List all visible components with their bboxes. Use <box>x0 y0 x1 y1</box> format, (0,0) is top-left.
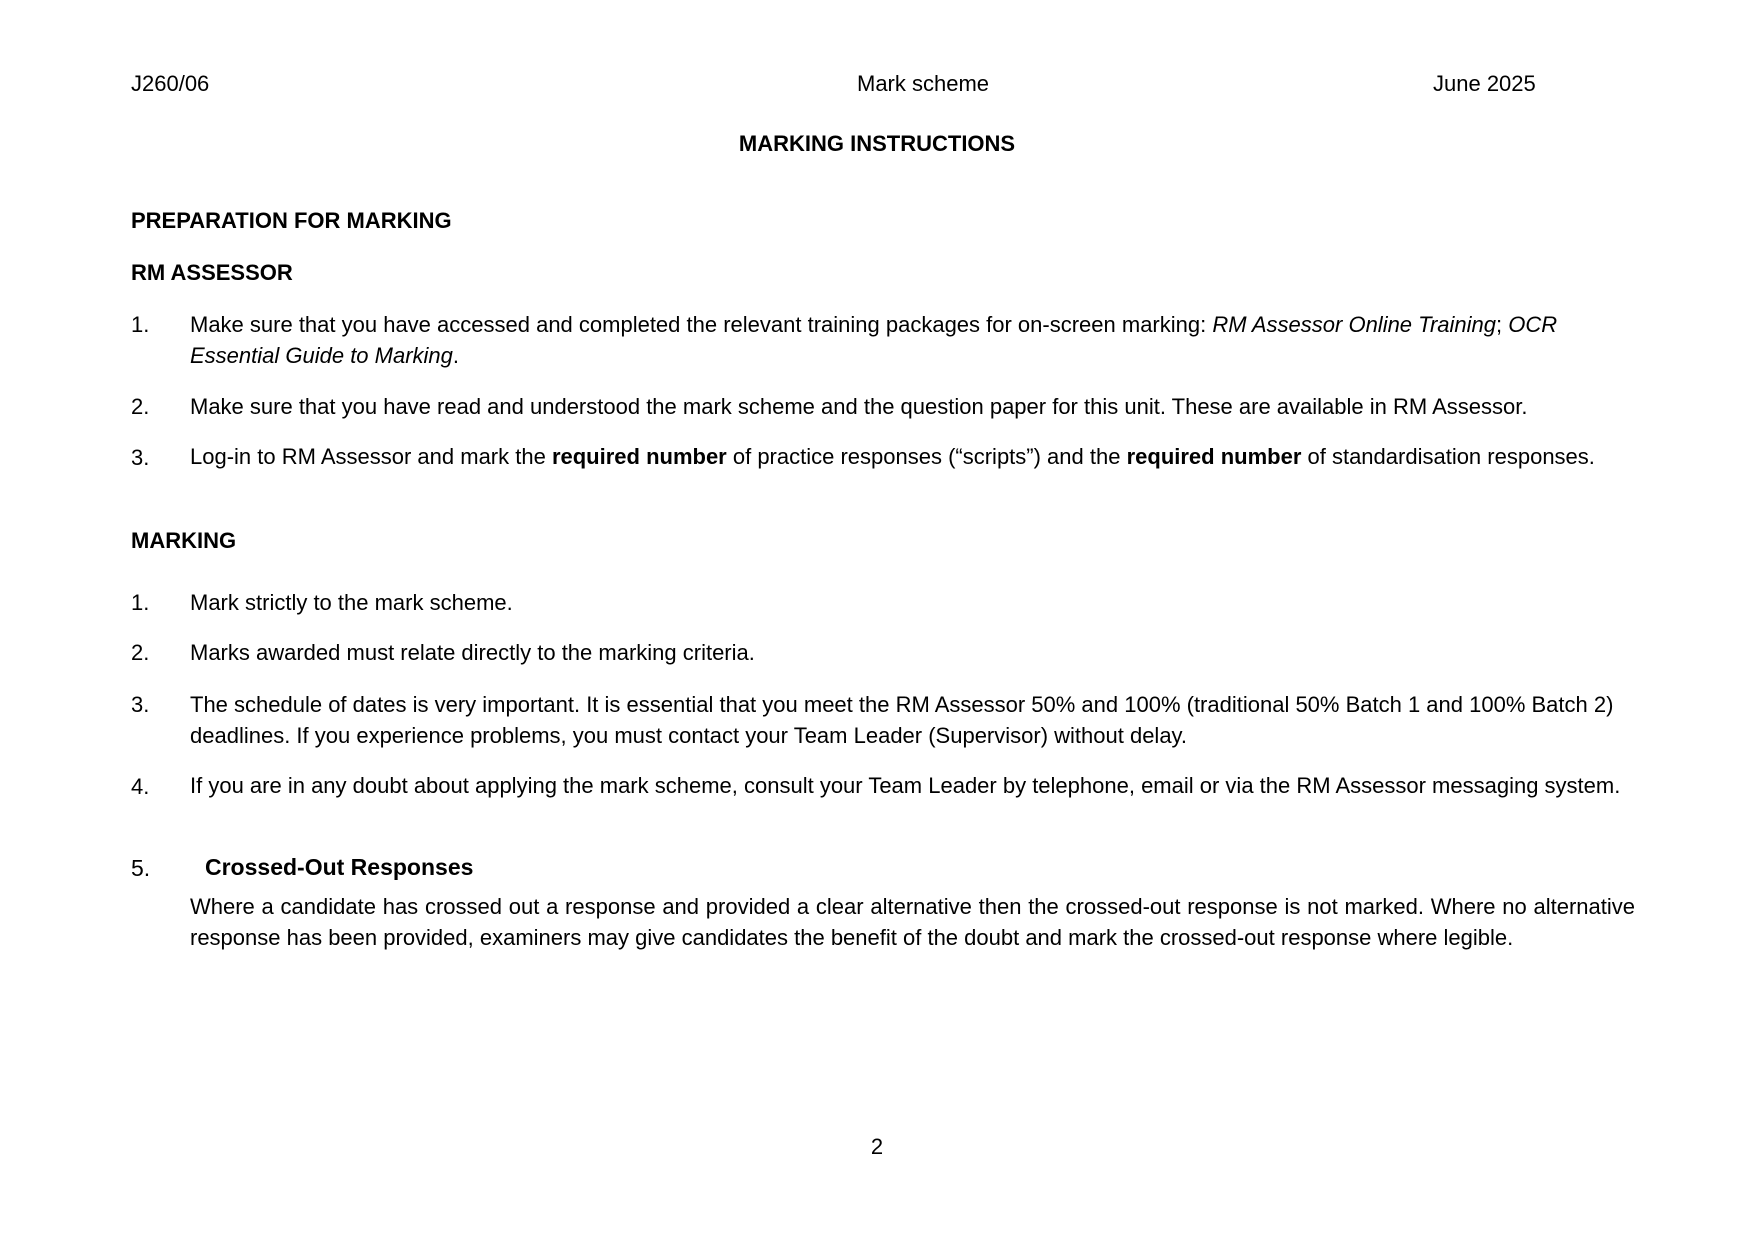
preparation-item-1-number: 1. <box>131 312 150 337</box>
marking-item-2-number: 2. <box>131 640 150 665</box>
preparation-item-1-text-b: ; <box>1496 312 1509 337</box>
required-number-emphasis-2: required number <box>1126 444 1302 469</box>
marking-item-1-text: Mark strictly to the mark scheme. <box>190 590 513 615</box>
page-number: 2 <box>870 1134 884 1159</box>
marking-item-2-text: Marks awarded must relate directly to the marking criteria. <box>190 640 755 665</box>
header-date: June 2025 <box>1433 71 1536 96</box>
marking-heading: MARKING <box>131 528 237 553</box>
preparation-item-3-text-c: of standardisation responses. <box>1301 444 1595 469</box>
marking-item-4-number: 4. <box>131 774 150 799</box>
ocr-essential-guide-title: OCR Essential Guide to Marking <box>190 312 1558 368</box>
header-paper-code: J260/06 <box>131 71 210 96</box>
marking-item-1-number: 1. <box>131 590 150 615</box>
preparation-item-1-text-c: . <box>452 343 460 368</box>
marking-item-3-number: 3. <box>131 692 150 717</box>
preparation-item-3-text <box>190 441 1635 472</box>
marking-item-5-number: 5. <box>131 855 151 881</box>
preparation-item-3-text-b: of practice responses (“scripts”) and the <box>726 444 1127 469</box>
main-heading: MARKING INSTRUCTIONS <box>738 131 1016 156</box>
preparation-item-1-text-a: Make sure that you have accessed and completed the relevant training packages for on-screen marking: <box>190 312 1213 337</box>
preparation-item-2-text: Make sure that you have read and understood the mark scheme and the question paper for this unit. These are available in RM Assessor. <box>190 394 1528 419</box>
preparation-item-1-text <box>190 309 1635 371</box>
preparation-item-3-text-a: Log-in to RM Assessor and mark the <box>190 444 552 469</box>
required-number-emphasis-1: required number <box>551 444 727 469</box>
marking-item-4-text: If you are in any doubt about applying the mark scheme, consult your Team Leader by telephone, email or via the RM Assessor messaging system. <box>190 773 1621 798</box>
rm-assessor-subheading: RM ASSESSOR <box>131 260 293 285</box>
marking-item-3-text: The schedule of dates is very important. It is essential that you meet the RM Assessor 50% and 100% (traditional 50% Batch 1 and 100% Batch 2) deadlines. If you experience problems, you must contact your Team Leader (Supervisor) without delay. <box>190 692 1614 748</box>
preparation-heading: PREPARATION FOR MARKING <box>131 208 452 233</box>
crossed-out-responses-text: Where a candidate has crossed out a response and provided a clear alternative then the crossed-out response is not marked. Where no alternative response has been provided, examiners may give candidates the benefit of the doubt and mark the crossed-out response where legible. <box>190 894 1635 950</box>
preparation-item-2-number: 2. <box>131 394 150 419</box>
crossed-out-responses-title: Crossed-Out Responses <box>205 854 474 880</box>
header-document-title: Mark scheme <box>857 71 990 96</box>
preparation-item-3-number: 3. <box>131 445 150 470</box>
rm-assessor-online-training-title: RM Assessor Online Training <box>1212 312 1497 337</box>
